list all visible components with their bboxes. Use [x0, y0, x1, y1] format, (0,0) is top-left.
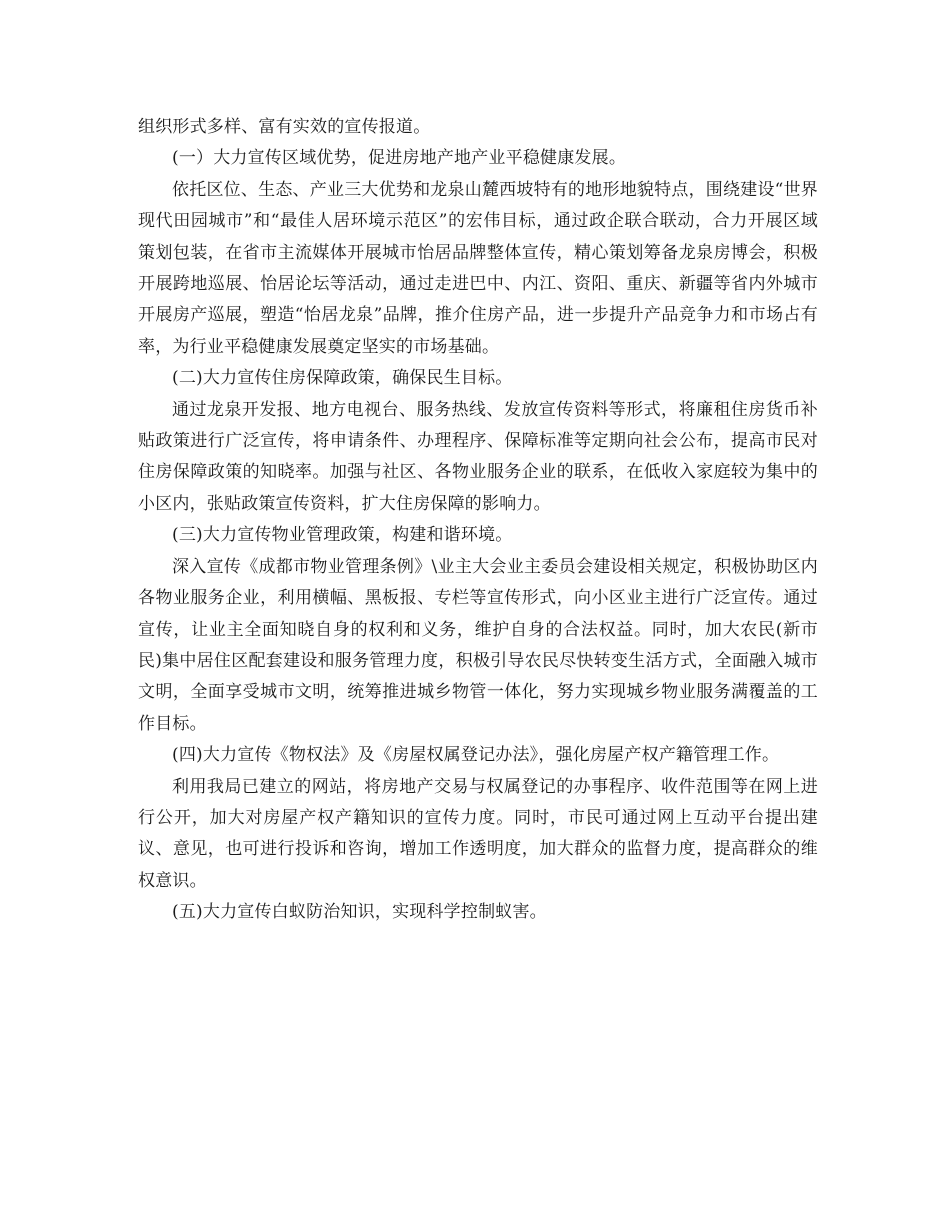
heading-section-3: (三)大力宣传物业管理政策，构建和谐环境。 [172, 525, 513, 546]
paragraph-section-2: 通过龙泉开发报、地方电视台、服务热线、发放宣传资料等形式，将廉租住房货币补贴政策进行广泛宣传，将申请条件、办理程序、保障标准等定期向社会公布，提高市民对住房保障政策的知晓率。加强与社区、各物业服务企业的联系，在低收入家庭较为集中的小区内，张贴政策宣传资料，扩大住房保障的影响力。 [138, 399, 818, 514]
paragraph-section-4: 利用我局已建立的网站，将房地产交易与权属登记的办事程序、收件范围等在网上进行公开，加大对房屋产权产籍知识的宣传力度。同时，市民可通过网上互动平台提出建议、意见，也可进行投诉和咨询，增加工作透明度，加大群众的监督力度，提高群众的维权意识。 [138, 776, 818, 891]
paragraph-section-3: 深入宣传《成都市物业管理条例》\业主大会业主委员会建设相关规定，积极协助区内各物业服务企业，利用横幅、黑板报、专栏等宣传形式，向小区业主进行广泛宣传。通过宣传，让业主全面知晓自身的权利和义务，维护自身的合法权益。同时，加大农民(新市民)集中居住区配套建设和服务管理力度，积极引导农民尽快转变生活方式，全面融入城市文明，全面享受城市文明，统筹推进城乡物管一体化，努力实现城乡物业服务满覆盖的工作目标。 [138, 556, 818, 734]
document-body [138, 112, 818, 929]
heading-section-2: (二)大力宣传住房保障政策，确保民生目标。 [172, 368, 513, 389]
paragraph-section-1: 依托区位、生态、产业三大优势和龙泉山麓西坡特有的地形地貌特点，围绕建设“世界现代田园城市”和“最佳人居环境示范区”的宏伟目标，通过政企联合联动，合力开展区域策划包装，在省市主流媒体开展城市怡居品牌整体宣传，精心策划筹备龙泉房博会，积极开展跨地巡展、怡居论坛等活动，通过走进巴中、内江、资阳、重庆、新疆等省内外城市开展房产巡展，塑造“怡居龙泉”品牌，推介住房产品，进一步提升产品竞争力和市场占有率，为行业平稳健康发展奠定坚实的市场基础。 [138, 179, 818, 357]
heading-section-1: (一）大力宣传区域优势，促进房地产地产业平稳健康发展。 [172, 148, 627, 169]
paragraph-intro-tail: 组织形式多样、富有实效的宣传报道。 [138, 117, 431, 137]
heading-section-5: (五)大力宣传白蚁防治知识，实现科学控制蚁害。 [172, 902, 547, 923]
heading-section-4: (四)大力宣传《物权法》及《房屋权属登记办法》，强化房屋产权产籍管理工作。 [172, 745, 780, 766]
